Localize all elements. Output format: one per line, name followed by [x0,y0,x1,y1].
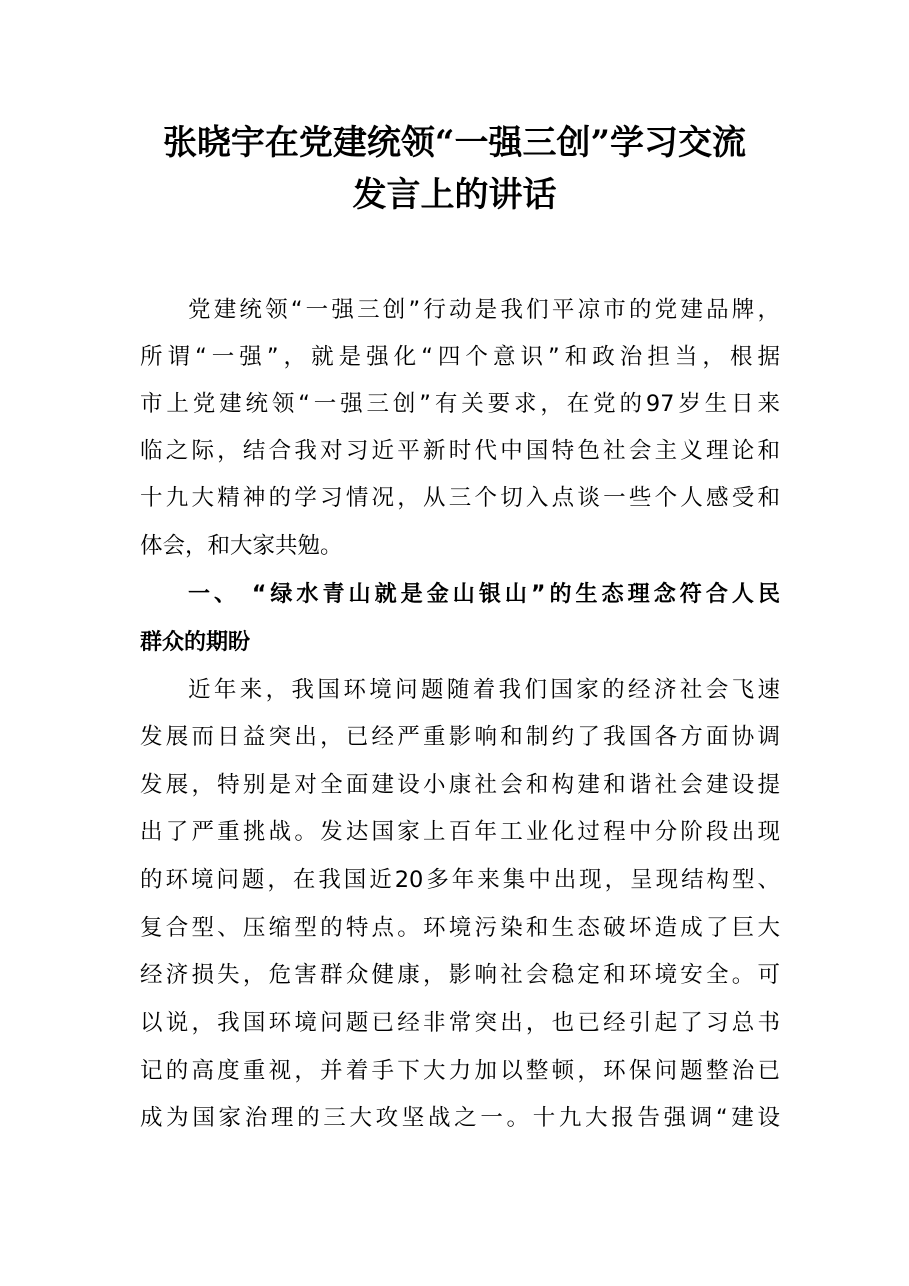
paragraph-2-line-4: 出了严重挑战。发达国家上百年工业化过程中分阶段出现 [140,819,780,845]
paragraph-1-line-5: 十九大精神的学习情况，从三个切入点谈一些个人感受和 [140,485,780,511]
section-heading-1-line-1: 一、 “绿水青山就是金山银山”的生态理念符合人民 [188,582,780,607]
paragraph-2-line-2: 发展而日益突出，已经严重影响和制约了我国各方面协调 [140,724,780,750]
document-title-line-1: 张晓宇在党建统领“一强三创”学习交流 [162,123,747,163]
paragraph-1-line-4: 临之际，结合我对习近平新时代中国特色社会主义理论和 [140,438,780,464]
paragraph-2-line-6: 复合型、压缩型的特点。环境污染和生态破坏造成了巨大 [140,915,780,941]
paragraph-2-line-1: 近年来，我国环境问题随着我们国家的经济社会飞速 [188,677,780,703]
paragraph-1-line-3: 市上党建统领“一强三创”有关要求，在党的97岁生日来 [140,391,780,417]
paragraph-2-line-10: 成为国家治理的三大攻坚战之一。十九大报告强调“建设 [140,1105,780,1131]
paragraph-2-line-3: 发展，特别是对全面建设小康社会和构建和谐社会建设提 [140,772,780,798]
paragraph-1-line-1: 党建统领“一强三创”行动是我们平凉市的党建品牌， [188,297,780,323]
section-heading-1-line-2: 群众的期盼 [140,630,251,655]
paragraph-1-line-2: 所谓“一强”，就是强化“四个意识”和政治担当，根据 [140,344,780,370]
document-title-line-2: 发言上的讲话 [352,175,557,215]
paragraph-2-line-5: 的环境问题，在我国近20多年来集中出现，呈现结构型、 [140,867,780,893]
paragraph-2-line-9: 记的高度重视，并着手下大力加以整顿，环保问题整治已 [140,1058,780,1084]
paragraph-2-line-8: 以说，我国环境问题已经非常突出，也已经引起了习总书 [140,1010,780,1036]
paragraph-2-line-7: 经济损失，危害群众健康，影响社会稳定和环境安全。可 [140,962,780,988]
paragraph-1-line-6: 体会，和大家共勉。 [140,533,343,559]
